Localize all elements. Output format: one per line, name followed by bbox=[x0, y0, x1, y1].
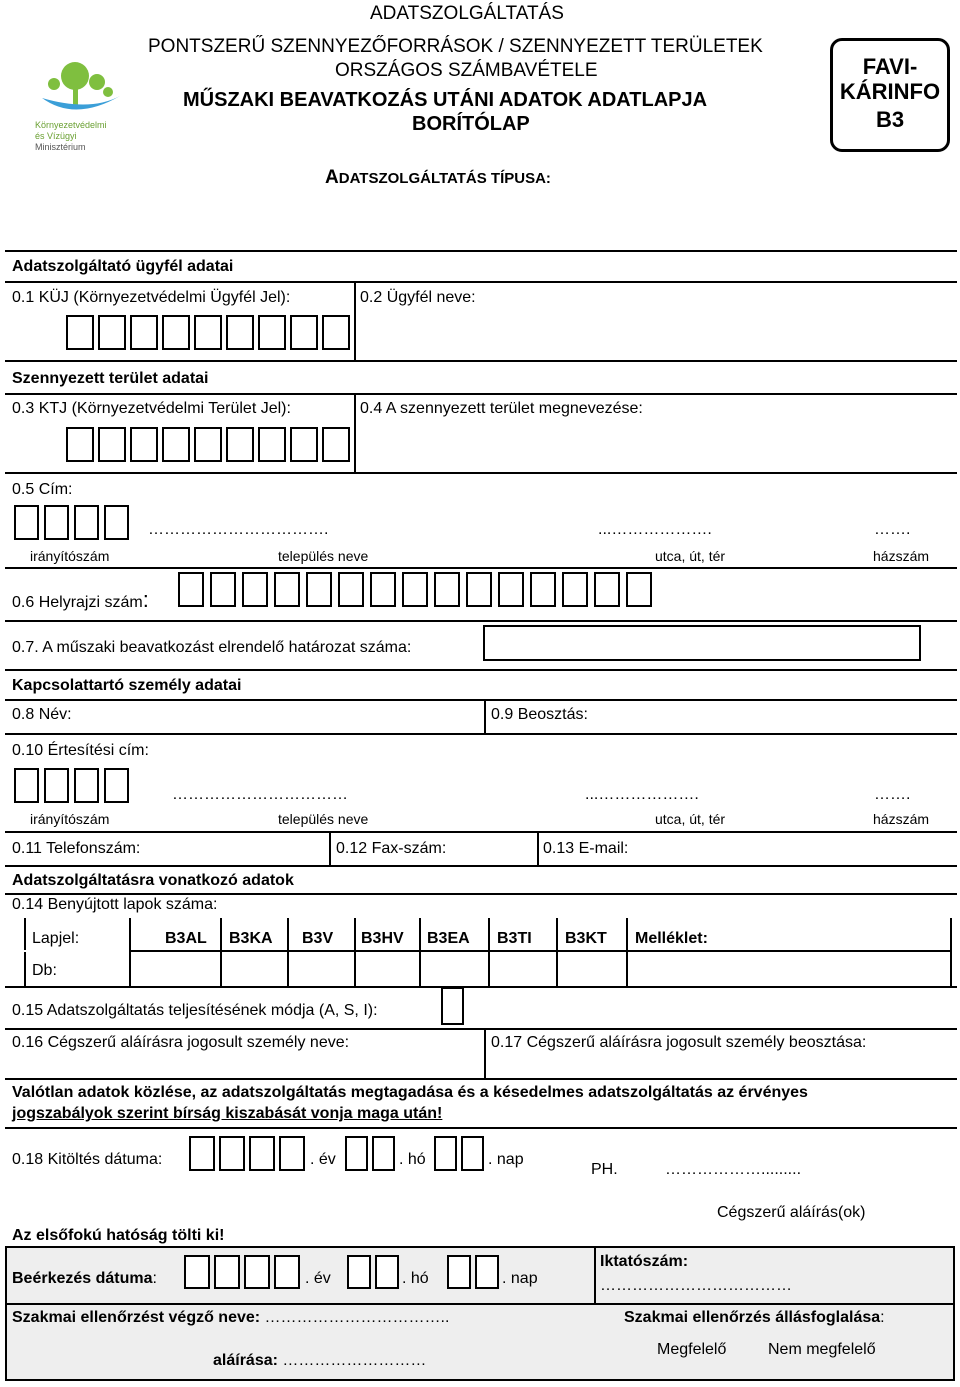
kuj-box[interactable] bbox=[194, 315, 222, 350]
year-box[interactable] bbox=[249, 1136, 275, 1171]
form-code-badge bbox=[830, 38, 950, 152]
field-client-name-label: 0.2 Ügyfél neve: bbox=[360, 289, 476, 306]
sheet-b3ea: B3EA bbox=[427, 930, 470, 947]
header-line-1: ADATSZOLGÁLTATÁS bbox=[370, 3, 564, 24]
field-lot-number-label bbox=[12, 587, 149, 613]
field-delivery-mode-label: 0.15 Adatszolgáltatás teljesítésének módja (A, S, I): bbox=[12, 1002, 378, 1019]
field-sheet-count-label: 0.14 Benyújtott lapok száma: bbox=[12, 896, 218, 913]
kuj-box[interactable] bbox=[66, 315, 94, 350]
section-area-title: Szennyezett terület adatai bbox=[12, 370, 209, 387]
kuj-box[interactable] bbox=[130, 315, 158, 350]
lot-box[interactable] bbox=[498, 572, 524, 607]
receipt-day-boxes[interactable] bbox=[447, 1255, 499, 1289]
logo-text-3: Minisztérium bbox=[35, 142, 86, 152]
badge-line-1: FAVI- bbox=[862, 54, 918, 79]
service-type-rest: DATSZOLGÁLTATÁS TÍPUSA: bbox=[338, 170, 551, 187]
page-title: MŰSZAKI BEAVATKOZÁS UTÁNI ADATOK ADATLAPJA bbox=[183, 89, 708, 111]
checker-signature-text: aláírása: bbox=[213, 1352, 278, 1369]
field-notify-address-label: 0.10 Értesítési cím: bbox=[12, 742, 149, 759]
header-line-2: PONTSZERŰ SZENNYEZŐFORRÁSOK / SZENNYEZETT TERÜLETEK bbox=[148, 36, 763, 57]
kuj-input-boxes[interactable] bbox=[66, 315, 350, 350]
city-caption: település neve bbox=[278, 548, 369, 564]
contact-zip-box[interactable] bbox=[74, 768, 99, 803]
company-signature-label: Cégszerű aláírás(ok) bbox=[717, 1204, 866, 1221]
section-client-title: Adatszolgáltató ügyfél adatai bbox=[12, 258, 234, 275]
field-name-label: 0.8 Név: bbox=[12, 706, 72, 723]
ktj-box[interactable] bbox=[66, 427, 94, 462]
lot-box[interactable] bbox=[210, 572, 236, 607]
receipt-year-box[interactable] bbox=[214, 1255, 240, 1289]
lot-box[interactable] bbox=[594, 572, 620, 607]
opinion-text: Szakmai ellenőrzés állásfoglalása bbox=[624, 1309, 881, 1326]
year-suffix: . év bbox=[310, 1151, 336, 1168]
checker-name-dots[interactable]: …………………………….. bbox=[260, 1309, 450, 1326]
ktj-box[interactable] bbox=[162, 427, 190, 462]
receipt-year-box[interactable] bbox=[184, 1255, 210, 1289]
ktj-input-boxes[interactable] bbox=[66, 427, 350, 462]
signature-dots[interactable]: ………………......... bbox=[665, 1161, 802, 1178]
contact-street-caption: utca, út, tér bbox=[655, 811, 726, 827]
street-caption: utca, út, tér bbox=[655, 548, 726, 564]
sheet-attachment: Melléklet: bbox=[635, 930, 708, 947]
field-ktj-label: 0.3 KTJ (Környezetvédelmi Terület Jel): bbox=[12, 400, 291, 417]
sheet-b3al: B3AL bbox=[165, 930, 207, 947]
ktj-box[interactable] bbox=[290, 427, 318, 462]
section-service-title: Adatszolgáltatásra vonatkozó adatok bbox=[12, 872, 294, 889]
zip-box[interactable] bbox=[44, 505, 69, 540]
day-suffix: . nap bbox=[488, 1151, 524, 1168]
service-type-initial: A bbox=[325, 167, 339, 188]
fill-year-boxes[interactable] bbox=[189, 1136, 305, 1171]
lot-number-colon: : bbox=[142, 587, 149, 612]
registry-number-label: Iktatószám: bbox=[600, 1253, 689, 1270]
field-kuj-label: 0.1 KÜJ (Környezetvédelmi Ügyfél Jel): bbox=[12, 289, 291, 306]
kuj-box[interactable] bbox=[98, 315, 126, 350]
lot-number-text: 0.6 Helyrajzi szám bbox=[12, 594, 143, 611]
contact-zip-boxes[interactable] bbox=[14, 768, 129, 803]
field-fax-label: 0.12 Fax-szám: bbox=[336, 840, 447, 857]
lot-box[interactable] bbox=[466, 572, 492, 607]
city-dots[interactable]: ……………………………. bbox=[148, 521, 329, 538]
receipt-year-box[interactable] bbox=[274, 1255, 300, 1289]
kuj-box[interactable] bbox=[226, 315, 254, 350]
ktj-box[interactable] bbox=[226, 427, 254, 462]
field-signatory-position-label: 0.17 Cégszerű aláírásra jogosult személy beosztása: bbox=[491, 1034, 867, 1051]
contact-zip-box[interactable] bbox=[14, 768, 39, 803]
receipt-year-boxes[interactable] bbox=[184, 1255, 300, 1289]
legal-warning-line-2: jogszabályok szerint bírság kiszabását vonja maga után! bbox=[12, 1105, 443, 1122]
contact-zip-box[interactable] bbox=[104, 768, 129, 803]
lot-box[interactable] bbox=[626, 572, 652, 607]
receipt-month-boxes[interactable] bbox=[347, 1255, 399, 1289]
house-caption: házszám bbox=[873, 548, 930, 564]
service-type-label bbox=[325, 167, 551, 189]
zip-box[interactable] bbox=[14, 505, 39, 540]
logo-text-1: Környezetvédelmi bbox=[35, 120, 107, 130]
field-position-label: 0.9 Beosztás: bbox=[491, 706, 588, 723]
sheet-b3kt: B3KT bbox=[565, 930, 607, 947]
contact-house-caption: házszám bbox=[873, 811, 930, 827]
checker-name-label bbox=[12, 1309, 449, 1327]
receipt-year-suffix: . év bbox=[305, 1270, 331, 1287]
count-b3al-input[interactable] bbox=[134, 953, 216, 983]
receipt-day-suffix: . nap bbox=[502, 1270, 538, 1287]
ktj-box[interactable] bbox=[258, 427, 286, 462]
ktj-box[interactable] bbox=[194, 427, 222, 462]
lot-box[interactable] bbox=[434, 572, 460, 607]
authority-fills-label: Az elsőfokú hatóság tölti ki! bbox=[12, 1227, 225, 1244]
checker-name-text: Szakmai ellenőrzést végző neve: bbox=[12, 1309, 261, 1326]
kuj-box[interactable] bbox=[258, 315, 286, 350]
contact-zip-caption: irányítószám bbox=[30, 811, 110, 827]
opinion-not-ok-option[interactable]: Nem megfelelő bbox=[768, 1341, 876, 1358]
kuj-box[interactable] bbox=[290, 315, 318, 350]
lot-box[interactable] bbox=[178, 572, 204, 607]
section-contact-title: Kapcsolattartó személy adatai bbox=[12, 677, 242, 694]
ktj-box[interactable] bbox=[130, 427, 158, 462]
fill-month-boxes[interactable] bbox=[345, 1136, 395, 1171]
field-area-name-label: 0.4 A szennyezett terület megnevezése: bbox=[360, 400, 643, 417]
legal-warning-line-1: Valótlan adatok közlése, az adatszolgáltatás megtagadása és a késedelmes adatszolgáltatás az érvényes bbox=[12, 1084, 808, 1101]
receipt-date-text: Beérkezés dátuma bbox=[12, 1270, 153, 1287]
zip-box[interactable] bbox=[74, 505, 99, 540]
lot-box[interactable] bbox=[370, 572, 396, 607]
decision-number-input[interactable] bbox=[483, 625, 921, 661]
fill-day-boxes[interactable] bbox=[434, 1136, 484, 1171]
checker-signature-label bbox=[213, 1352, 426, 1370]
sheet-count-row-label: Db: bbox=[32, 962, 57, 979]
receipt-day-box[interactable] bbox=[447, 1255, 471, 1289]
year-box[interactable] bbox=[219, 1136, 245, 1171]
registry-number-dots[interactable]: ……………………………… bbox=[600, 1277, 792, 1294]
sheet-b3v: B3V bbox=[302, 930, 334, 947]
badge-line-3: B3 bbox=[875, 107, 905, 132]
contact-city-caption: település neve bbox=[278, 811, 369, 827]
ktj-box[interactable] bbox=[98, 427, 126, 462]
ktj-box[interactable] bbox=[322, 427, 350, 462]
field-decision-label: 0.7. A műszaki beavatkozást elrendelő határozat száma: bbox=[12, 639, 412, 656]
zip-caption: irányítószám bbox=[30, 548, 110, 564]
field-signatory-name-label: 0.16 Cégszerű aláírásra jogosult személy neve: bbox=[12, 1034, 350, 1051]
month-box[interactable] bbox=[345, 1136, 368, 1171]
receipt-month-box[interactable] bbox=[375, 1255, 399, 1289]
year-box[interactable] bbox=[189, 1136, 215, 1171]
receipt-month-box[interactable] bbox=[347, 1255, 371, 1289]
lot-box[interactable] bbox=[306, 572, 332, 607]
opinion-colon: : bbox=[880, 1309, 885, 1326]
day-box[interactable] bbox=[434, 1136, 457, 1171]
contact-zip-box[interactable] bbox=[44, 768, 69, 803]
field-address-label: 0.5 Cím: bbox=[12, 481, 73, 498]
lot-box[interactable] bbox=[274, 572, 300, 607]
lot-number-boxes[interactable] bbox=[178, 572, 652, 607]
receipt-date-colon: : bbox=[152, 1270, 157, 1287]
page-subtitle: BORÍTÓLAP bbox=[412, 113, 530, 135]
lot-box[interactable] bbox=[242, 572, 268, 607]
delivery-mode-input[interactable] bbox=[441, 987, 464, 1025]
logo-text-2: és Vízügyi bbox=[35, 131, 77, 141]
badge-line-2: KÁRINFO bbox=[839, 79, 941, 104]
house-dots[interactable]: ……. bbox=[874, 521, 911, 538]
lot-box[interactable] bbox=[562, 572, 588, 607]
month-box[interactable] bbox=[372, 1136, 395, 1171]
field-fill-date-label: 0.18 Kitöltés dátuma: bbox=[12, 1151, 163, 1168]
zip-box[interactable] bbox=[104, 505, 129, 540]
sheet-b3ka: B3KA bbox=[229, 930, 273, 947]
stamp-label: PH. bbox=[591, 1161, 618, 1178]
month-suffix: . hó bbox=[399, 1151, 426, 1168]
contact-house-dots[interactable]: ……. bbox=[874, 786, 911, 803]
sheet-b3hv: B3HV bbox=[361, 930, 404, 947]
kuj-box[interactable] bbox=[322, 315, 350, 350]
receipt-month-suffix: . hó bbox=[402, 1270, 429, 1287]
sheet-b3ti: B3TI bbox=[497, 930, 532, 947]
header-line-3: ORSZÁGOS SZÁMBAVÉTELE bbox=[335, 60, 598, 81]
receipt-year-box[interactable] bbox=[244, 1255, 270, 1289]
sheet-count-table bbox=[24, 918, 954, 986]
receipt-date-label bbox=[12, 1270, 157, 1288]
year-box[interactable] bbox=[279, 1136, 305, 1171]
ministry-logo bbox=[30, 60, 140, 155]
contact-street-dots[interactable]: ...………………. bbox=[585, 786, 699, 803]
opinion-ok-option[interactable]: Megfelelő bbox=[657, 1341, 727, 1358]
tree-logo-icon bbox=[30, 60, 140, 120]
field-email-label: 0.13 E-mail: bbox=[543, 840, 629, 857]
lot-box[interactable] bbox=[530, 572, 556, 607]
day-box[interactable] bbox=[461, 1136, 484, 1171]
contact-city-dots[interactable]: …………………………… bbox=[172, 786, 348, 803]
lot-box[interactable] bbox=[338, 572, 364, 607]
opinion-label bbox=[624, 1309, 885, 1327]
kuj-box[interactable] bbox=[162, 315, 190, 350]
checker-signature-dots[interactable]: ……………………… bbox=[277, 1352, 427, 1369]
street-dots[interactable]: ...………………. bbox=[598, 521, 712, 538]
sheet-code-row-label: Lapjel: bbox=[32, 930, 80, 947]
field-phone-label: 0.11 Telefonszám: bbox=[12, 840, 141, 857]
receipt-day-box[interactable] bbox=[475, 1255, 499, 1289]
zip-input-boxes[interactable] bbox=[14, 505, 129, 540]
lot-box[interactable] bbox=[402, 572, 428, 607]
